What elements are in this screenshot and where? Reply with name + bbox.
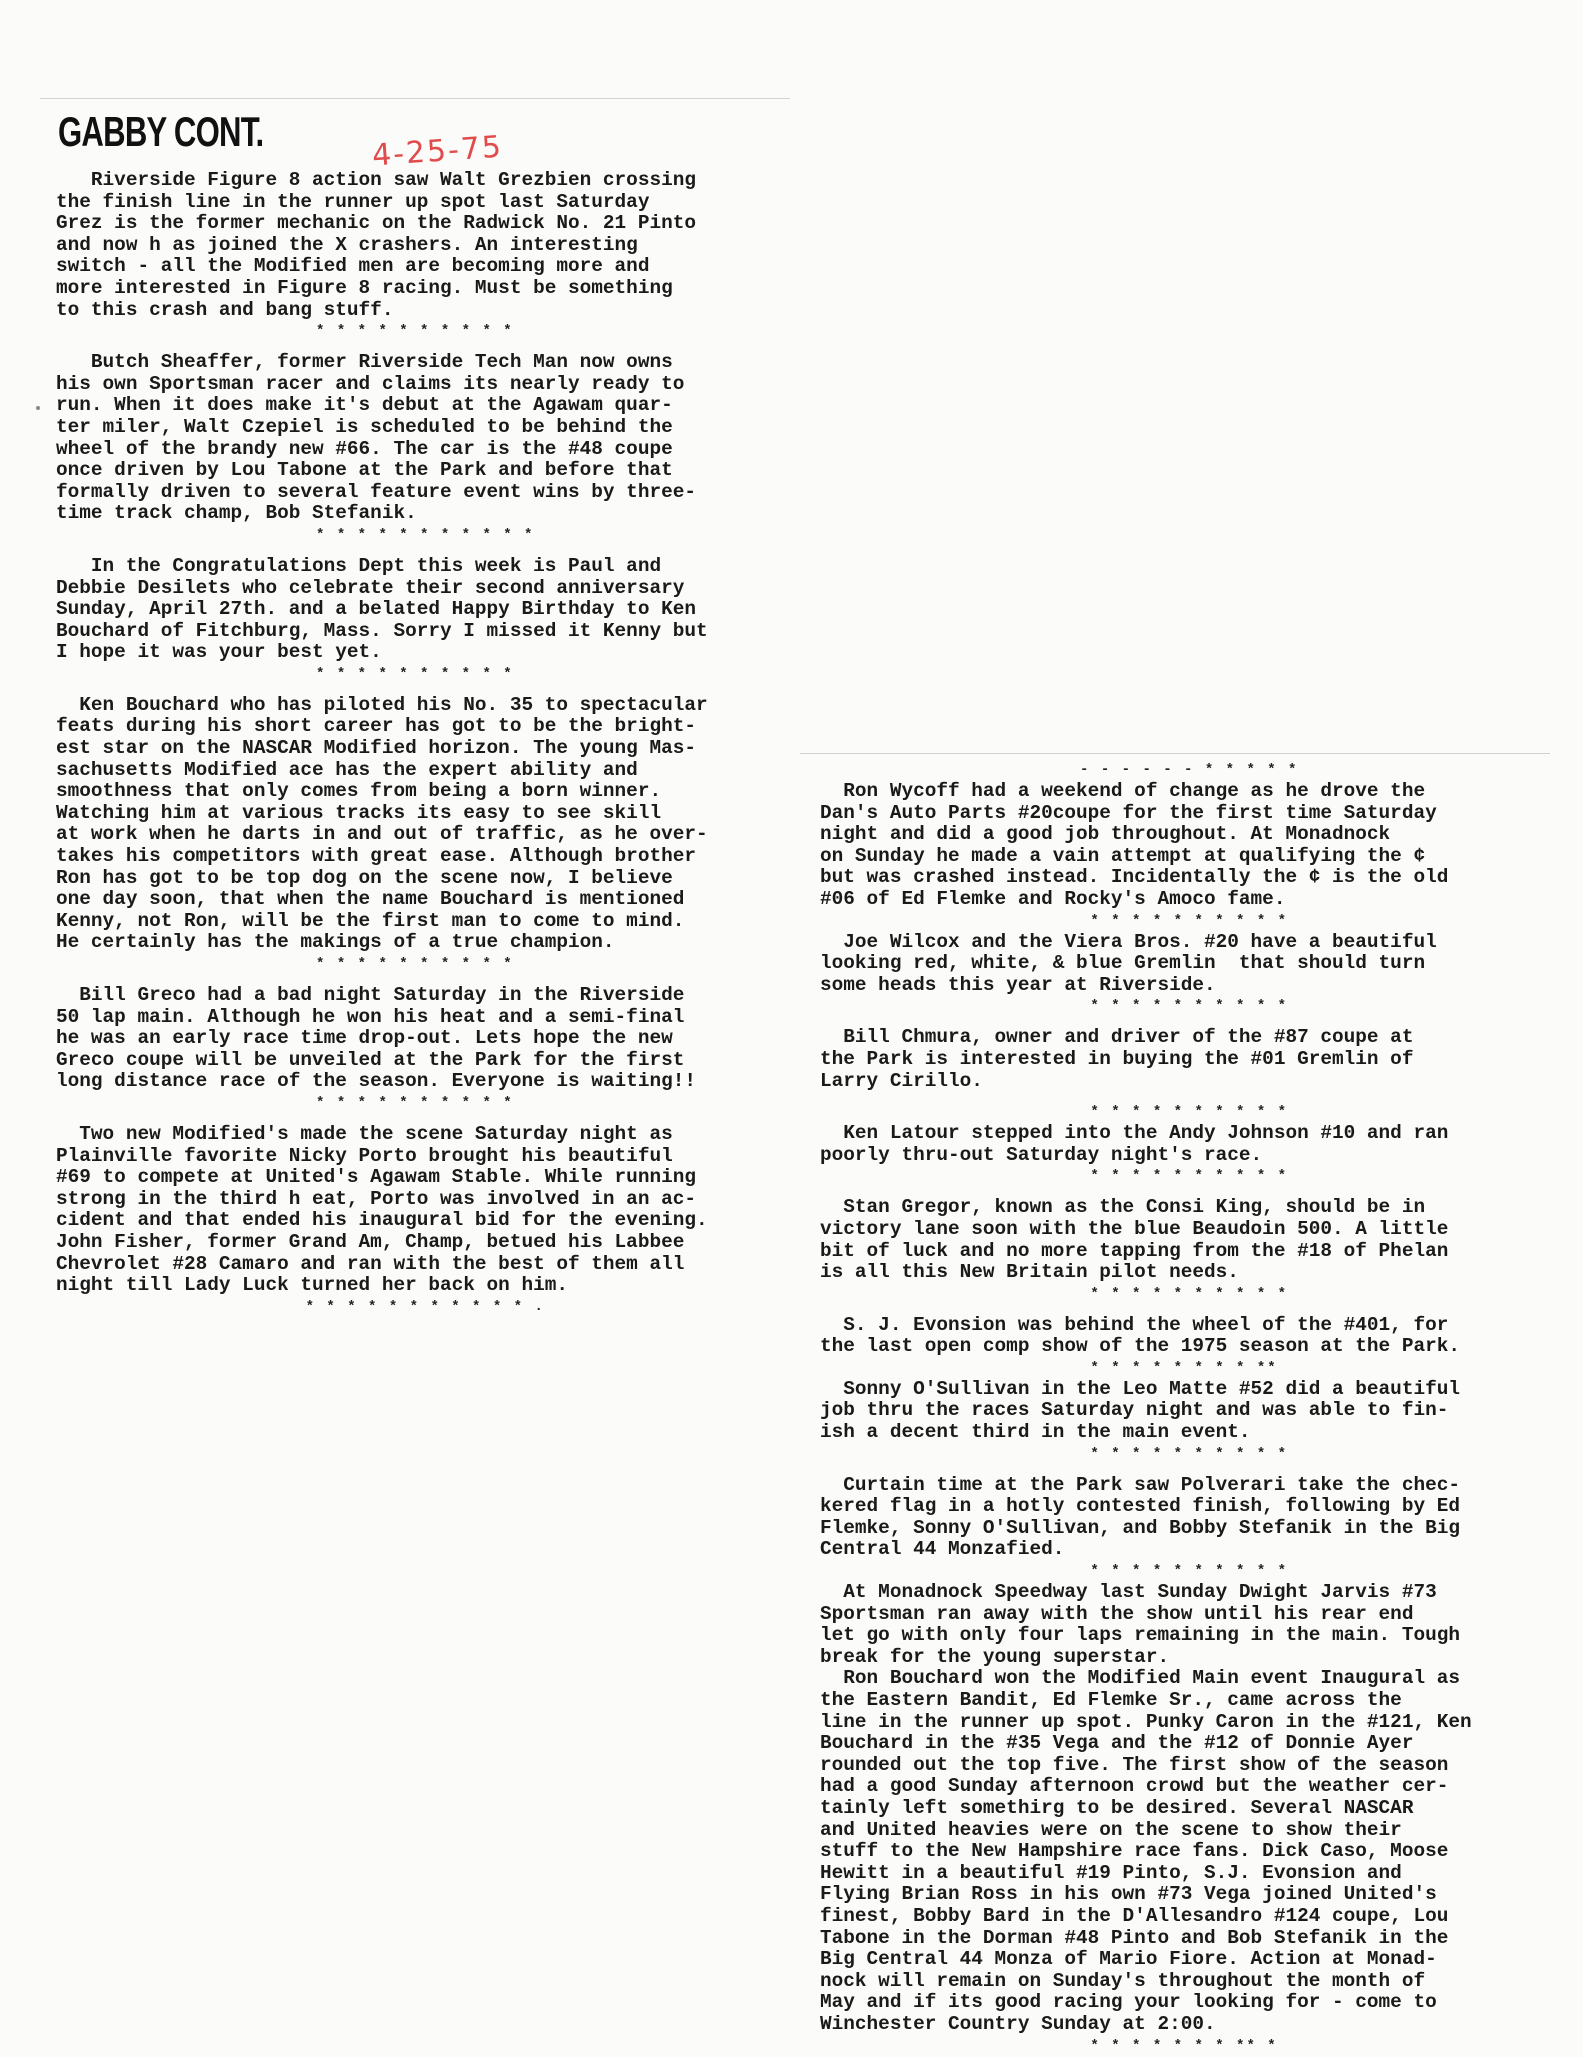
right-column [820, 762, 1540, 2057]
clipping-right-edge [800, 753, 1550, 754]
article-paragraph: Curtain time at the Park saw Polverari take the chec- kered flag in a hotly contested finish, following by Ed Flemke, Sonny O'Sullivan, and Bobby Stefanik in the Big Central 44 Monzafied. [820, 1473, 1460, 1561]
star-divider: * * * * * * * * * * [56, 956, 514, 972]
article-paragraph: Riverside Figure 8 action saw Walt Grezbien crossing the finish line in the runner up spot last Saturday Grez is the former mechanic on the Radwick No. 21 Pinto and now h as joined the X crashers. An interesting switch - all the Modified men are becoming more and more interested in Figure 8 racing. Must be something to this crash and bang stuff. [56, 169, 696, 321]
article-paragraph: Bill Chmura, owner and driver of the #87 coupe at the Park is interested in buying the #01 Gremlin of Larry Cirillo. [820, 1026, 1414, 1092]
star-divider: * * * * * * * * * * * . [56, 1298, 545, 1315]
star-divider: * * * * * * * * ** [820, 1359, 1278, 1376]
article-paragraph: At Monadnock Speedway last Sunday Dwight Jarvis #73 Sportsman ran away with the show until his rear end let go with only four laps remaining in the main. Tough break for the young superstar. Ron Bouchard won the Modified Main event Inaugural as the Eastern Bandit, Ed Flemke Sr., came across the line in the runner up spot. Punky Caron in the #121, Ken Bouchard in the #35 Vega and the #12 of Donnie Ayer rounded out the top five. The first show of the season had a good Sunday afternoon crowd but the weather cer- tainly left somethirg to be desired. Several NASCAR and United heavies were on the scene to show their stuff to the New Hampshire race fans. Dick Caso, Moose Hewitt in a beautiful #19 Pinto, S.J. Evonsion and Flying Brian Ross in his own #73 Vega joined United's finest, Bobby Bard in the D'Allesandro #124 coupe, Lou Tabone in the Dorman #48 Pinto and Bob Stefanik in the Big Central 44 Monza of Mario Fiore. Action at Monad- nock will remain on Sunday's throughout the month of May and if its good racing your looking for - come to Winchester Country Sunday at 2:00. [820, 1581, 1472, 2035]
star-divider: * * * * * * * * * * [820, 998, 1289, 1015]
column-heading: GABBY CONT. [58, 108, 264, 155]
article-paragraph: Bill Greco had a bad night Saturday in the Riverside 50 lap main. Although he won his heat and a semi-final he was an early race time drop-out. Lets hope the new Greco coupe will be unveiled at the Park for the first long distance race of the season. Everyone is waiting!! [56, 984, 696, 1093]
star-divider: * * * * * * * * * * [820, 1104, 1289, 1121]
margin-speck [36, 406, 40, 410]
handwritten-date: 4-25-75 [370, 129, 505, 174]
article-paragraph: Butch Sheaffer, former Riverside Tech Man now owns his own Sportsman racer and claims its nearly ready to run. When it does make it's debut at the Agawam quar- ter miler, Walt Czepiel is scheduled to be behind the wheel of the brandy new #66. The car is the #48 coupe once driven by Lou Tabone at the Park and before that formally driven to several feature event wins by three- time track champ, Bob Stefanik. [56, 351, 696, 525]
article-paragraph: Sonny O'Sullivan in the Leo Matte #52 did a beautiful job thru the races Saturday night and was able to fin- ish a decent third in the main event. [820, 1377, 1460, 1444]
article-paragraph: Ken Bouchard who has piloted his No. 35 to spectacular feats during his short career has got to be the bright- est star on the NASCAR Modified horizon. The young Mas- sachusetts Modified ace has the expert ability and smoothness that only comes from being a born winner. Watching him at various tracks its easy to see skill at work when he darts in and out of traffic, as he over- takes his competitors with great ease. Although brother Ron has got to be top dog on the scene now, I believe one day soon, that when the name Bouchard is mentioned Kenny, not Ron, will be the first man to come to mind. He certainly has the makings of a true champion. [56, 693, 708, 954]
article-paragraph: S. J. Evonsion was behind the wheel of the #401, for the last open comp show of the 1975 season at the Park. [820, 1313, 1460, 1358]
left-column [56, 170, 776, 1318]
star-divider: * * * * * * * * * * [56, 1094, 514, 1111]
star-divider: * * * * * * * * * * [820, 1285, 1289, 1302]
article-paragraph: Two new Modified's made the scene Saturday night as Plainville favorite Nicky Porto brought his beautiful #69 to compete at United's Agawam Stable. While running strong in the third h eat, Porto was involved in an ac- cident and that ended his inaugural bid for the evening. John Fisher, former Grand Am, Champ, betued his Labbee Chevrolet #28 Camaro and ran with the best of them all night till Lady Luck turned her back on him. [56, 1122, 708, 1297]
star-divider: * * * * * * * * * * [820, 1168, 1289, 1185]
article-paragraph: Stan Gregor, known as the Consi King, should be in victory lane soon with the blue Beaudoin 500. A little bit of luck and no more tapping from the #18 of Phelan is all this New Britain pilot needs. [820, 1196, 1449, 1284]
star-divider: * * * * * * * * * * * [56, 526, 535, 543]
article-paragraph: Ron Wycoff had a weekend of change as he drove the Dan's Auto Parts #20coupe for the first time Saturday night and did a good job throughout. At Monadnock on Sunday he made a vain attempt at qualifying the ¢ but was crashed instead. Incidentally the ¢ is the old #06 of Ed Flemke and Rocky's Amoco fame. [820, 780, 1449, 910]
article-paragraph: Joe Wilcox and the Viera Bros. #20 have a beautiful looking red, white, & blue Gremlin that should turn some heads this year at Riverside. [820, 930, 1437, 996]
star-divider: * * * * * * * * * * [820, 1563, 1289, 1580]
article-paragraph: Ken Latour stepped into the Andy Johnson #10 and ran poorly thru-out Saturday night's race. [820, 1122, 1449, 1166]
clipping-top-edge [40, 98, 790, 99]
star-divider: * * * * * * * * * * [56, 665, 514, 682]
star-divider: * * * * * * * ** * [820, 2037, 1278, 2054]
star-divider: * * * * * * * * * * [56, 323, 514, 340]
star-divider: * * * * * * * * * * [820, 912, 1289, 929]
article-paragraph: In the Congratulations Dept this week is Paul and Debbie Desilets who celebrate their second anniversary Sunday, April 27th. and a belated Happy Birthday to Ken Bouchard of Fitchburg, Mass. Sorry I missed it Kenny but I hope it was your best yet. [56, 554, 708, 664]
star-divider: * * * * * * * * * * [820, 1445, 1289, 1462]
star-divider: - - - - - - * * * * * [820, 762, 1299, 778]
